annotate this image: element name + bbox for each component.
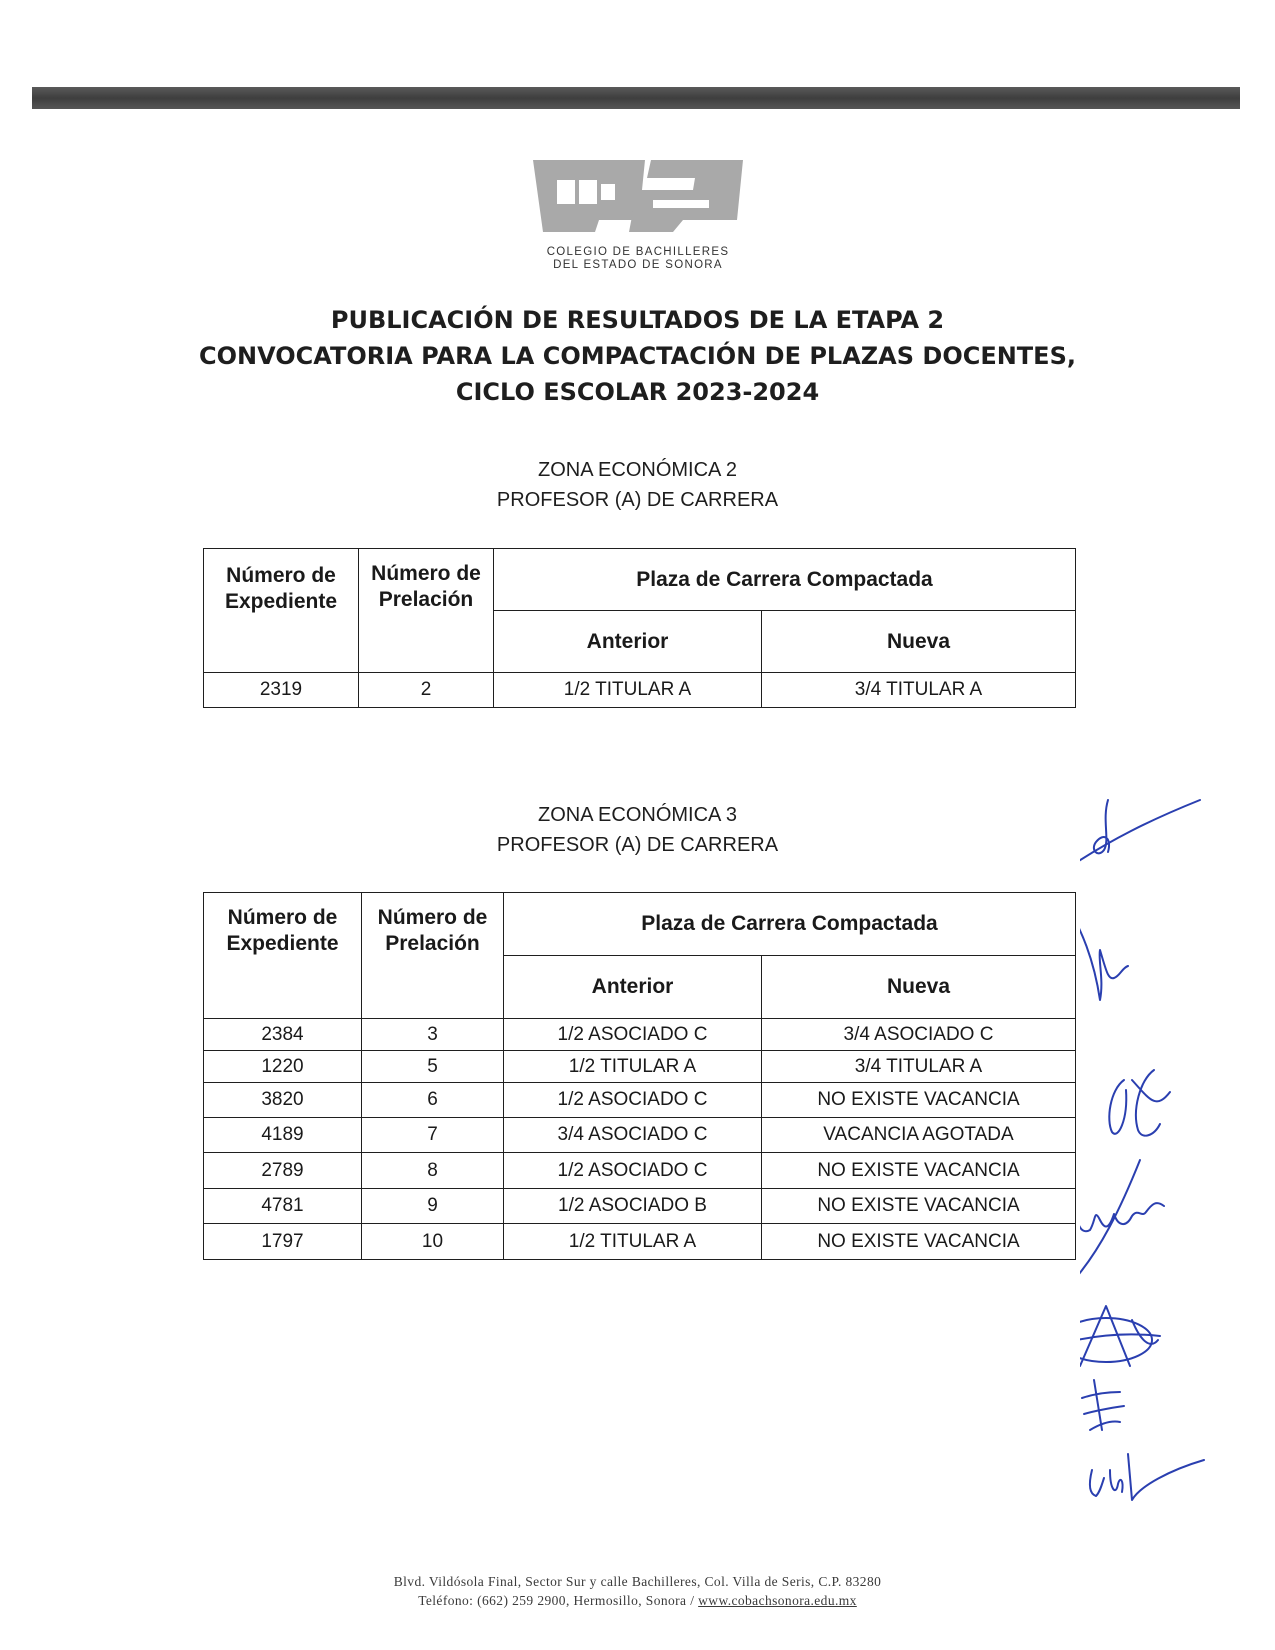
header-expediente: Número de Expediente [204, 893, 362, 1019]
cell-expediente: 4781 [204, 1189, 362, 1224]
cell-expediente: 2319 [204, 673, 359, 708]
footer-phone: Teléfono: (662) 259 2900, Hermosillo, Sonora / [418, 1593, 699, 1608]
table-row [204, 673, 1076, 708]
cell-anterior: 1/2 ASOCIADO C [504, 1019, 762, 1051]
footer-address: Blvd. Vildósola Final, Sector Sur y calle Bachilleres, Col. Villa de Seris, C.P. 83280 [393, 1574, 882, 1589]
cell-anterior: 1/2 TITULAR A [494, 673, 762, 708]
results-table-zona-2 [203, 548, 1076, 708]
signature-6 [1082, 1380, 1124, 1430]
cell-nueva: NO EXISTE VACANCIA [762, 1153, 1076, 1189]
footer-website-link[interactable]: www.cobachsonora.edu.mx [698, 1593, 857, 1608]
handwritten-signatures [1080, 780, 1230, 1560]
signature-2 [1080, 900, 1128, 1000]
header-nueva: Nueva [762, 956, 1076, 1019]
cell-expediente: 1220 [204, 1051, 362, 1083]
signature-1 [1080, 800, 1200, 868]
cell-expediente: 4189 [204, 1118, 362, 1153]
results-table-zona-3 [203, 892, 1076, 1260]
logo-caption [500, 246, 776, 272]
document-title [0, 302, 1275, 410]
table-row [204, 1189, 1076, 1224]
header-plaza: Plaza de Carrera Compactada [494, 549, 1076, 611]
zona-label: ZONA ECONÓMICA 2 [538, 459, 737, 481]
title-line1: PUBLICACIÓN DE RESULTADOS DE LA ETAPA 2 [330, 306, 945, 334]
signature-7 [1090, 1454, 1204, 1500]
cell-expediente: 3820 [204, 1083, 362, 1118]
cell-nueva: NO EXISTE VACANCIA [762, 1224, 1076, 1260]
table-row [204, 1051, 1076, 1083]
header-expediente: Número de Expediente [204, 549, 359, 673]
section-heading-zona-2 [0, 455, 1275, 515]
cell-nueva: 3/4 TITULAR A [762, 1051, 1076, 1083]
header-prelacion: Número de Prelación [359, 549, 494, 673]
header-anterior: Anterior [504, 956, 762, 1019]
cell-expediente: 1797 [204, 1224, 362, 1260]
cell-nueva: NO EXISTE VACANCIA [762, 1189, 1076, 1224]
cell-anterior: 1/2 TITULAR A [504, 1051, 762, 1083]
title-line3: CICLO ESCOLAR 2023-2024 [455, 378, 820, 406]
logo-caption-line1: COLEGIO DE BACHILLERES [546, 246, 730, 258]
cell-prelacion: 2 [359, 673, 494, 708]
cell-nueva: 3/4 TITULAR A [762, 673, 1076, 708]
cell-anterior: 1/2 TITULAR A [504, 1224, 762, 1260]
cell-anterior: 3/4 ASOCIADO C [504, 1118, 762, 1153]
cell-anterior: 1/2 ASOCIADO B [504, 1189, 762, 1224]
zona-label: ZONA ECONÓMICA 3 [538, 804, 737, 826]
cell-prelacion: 6 [362, 1083, 504, 1118]
signature-5 [1080, 1306, 1160, 1366]
cell-prelacion: 8 [362, 1153, 504, 1189]
header-prelacion: Número de Prelación [362, 893, 504, 1019]
cell-prelacion: 9 [362, 1189, 504, 1224]
footer-contact [0, 1591, 1275, 1610]
cell-nueva: 3/4 ASOCIADO C [762, 1019, 1076, 1051]
cell-prelacion: 10 [362, 1224, 504, 1260]
header-plaza: Plaza de Carrera Compactada [504, 893, 1076, 956]
cell-anterior: 1/2 ASOCIADO C [504, 1083, 762, 1118]
cell-nueva: VACANCIA AGOTADA [762, 1118, 1076, 1153]
table-row [204, 1224, 1076, 1260]
table-row [204, 1118, 1076, 1153]
cell-anterior: 1/2 ASOCIADO C [504, 1153, 762, 1189]
table-row [204, 1153, 1076, 1189]
header-nueva: Nueva [762, 611, 1076, 673]
cell-prelacion: 5 [362, 1051, 504, 1083]
table-row [204, 1019, 1076, 1051]
puesto-label: PROFESOR (A) DE CARRERA [496, 489, 779, 511]
cell-expediente: 2789 [204, 1153, 362, 1189]
cell-expediente: 2384 [204, 1019, 362, 1051]
cell-prelacion: 7 [362, 1118, 504, 1153]
logo-caption-line2: DEL ESTADO DE SONORA [553, 259, 723, 271]
puesto-label: PROFESOR (A) DE CARRERA [496, 834, 779, 856]
cell-nueva: NO EXISTE VACANCIA [762, 1083, 1076, 1118]
cell-prelacion: 3 [362, 1019, 504, 1051]
header-bar [32, 87, 1240, 109]
header-anterior: Anterior [494, 611, 762, 673]
signature-3 [1109, 1070, 1170, 1136]
title-line2: CONVOCATORIA PARA LA COMPACTACIÓN DE PLAZAS DOCENTES, [199, 342, 1076, 370]
footer [0, 1572, 1275, 1610]
signature-4 [1080, 1160, 1164, 1280]
table-row [204, 1083, 1076, 1118]
